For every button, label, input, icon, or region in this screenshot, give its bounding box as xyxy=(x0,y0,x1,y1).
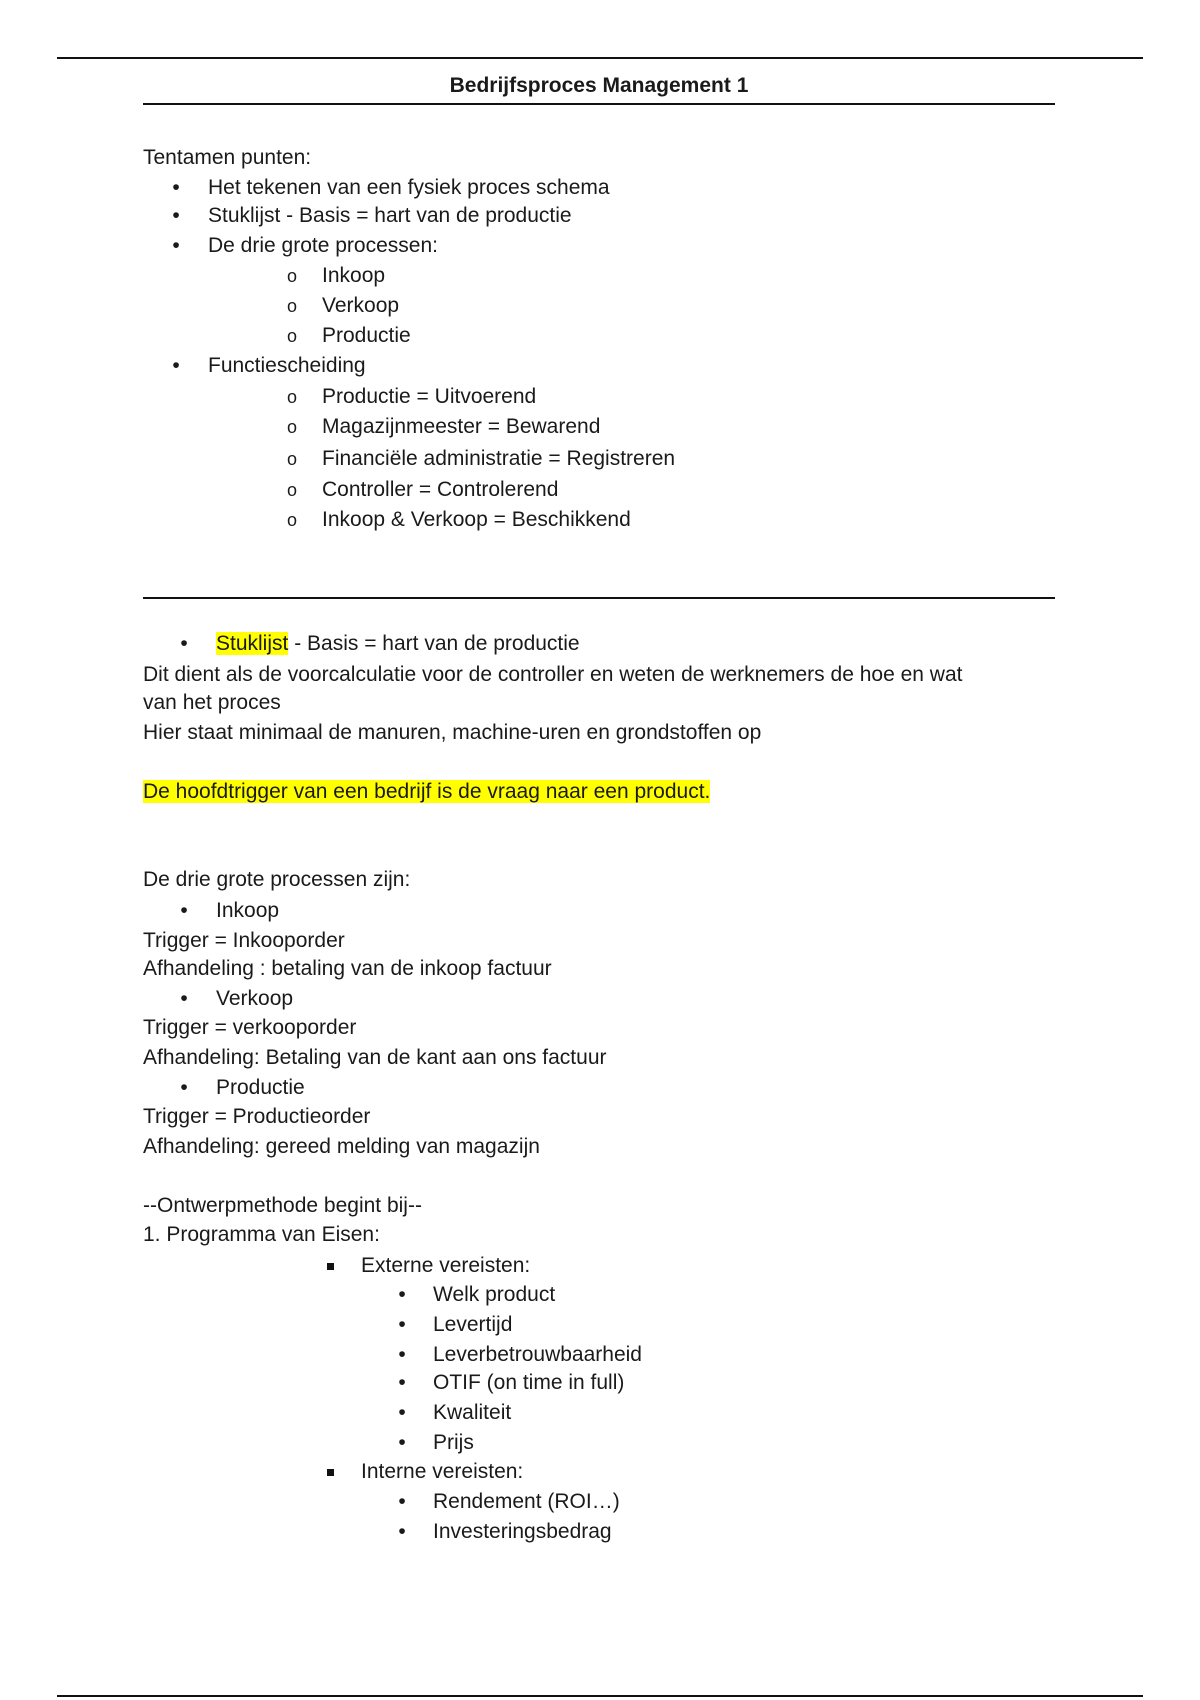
list-item-text: Financiële administratie = Registreren xyxy=(322,447,676,470)
bullet-icon: • xyxy=(398,1431,406,1454)
circle-bullet-icon: o xyxy=(286,510,297,530)
list-item-text: Productie xyxy=(322,324,411,347)
list-item-text: Investeringsbedrag xyxy=(433,1520,612,1543)
list-item-rest: - Basis = hart van de productie xyxy=(288,632,580,655)
highlight-text: De hoofdtrigger van een bedrijf is de vraag naar een product. xyxy=(143,780,711,803)
paragraph-line: Dit dient als de voorcalculatie voor de controller en weten de werknemers de hoe en wat xyxy=(143,663,963,686)
section-divider xyxy=(143,597,1055,599)
bullet-icon: • xyxy=(398,1343,406,1366)
bullet-icon: • xyxy=(180,899,188,922)
list-item-text: Productie = Uitvoerend xyxy=(322,385,537,408)
circle-bullet-icon: o xyxy=(286,326,297,346)
trigger-line: Trigger = Inkooporder xyxy=(143,929,345,952)
page-title: Bedrijfsproces Management 1 xyxy=(449,74,749,97)
list-item-text: Prijs xyxy=(433,1431,474,1454)
trigger-line: Trigger = Productieorder xyxy=(143,1105,371,1128)
design-step: 1. Programma van Eisen: xyxy=(143,1223,380,1246)
circle-bullet-icon: o xyxy=(286,449,297,469)
bullet-icon: • xyxy=(172,234,180,257)
list-item-text: Kwaliteit xyxy=(433,1401,512,1424)
circle-bullet-icon: o xyxy=(286,417,297,437)
list-item-text: Verkoop xyxy=(322,294,400,317)
processes-heading: De drie grote processen zijn: xyxy=(143,868,411,891)
bullet-icon: • xyxy=(398,1313,406,1336)
list-item-text: Externe vereisten: xyxy=(361,1254,531,1277)
list-item-text: Inkoop & Verkoop = Beschikkend xyxy=(322,508,631,531)
design-intro: --Ontwerpmethode begint bij-- xyxy=(143,1194,422,1217)
list-item-text: Magazijnmeester = Bewarend xyxy=(322,415,601,438)
list-item-text: Productie xyxy=(216,1076,305,1099)
list-item-text: Inkoop xyxy=(322,264,386,287)
intro-heading: Tentamen punten: xyxy=(143,146,312,169)
afhandeling-line: Afhandeling: gereed melding van magazijn xyxy=(143,1135,540,1158)
square-bullet-icon xyxy=(318,1252,342,1280)
list-item-text: Stuklijst - Basis = hart van de productie xyxy=(208,204,572,227)
list-item-text: Inkoop xyxy=(216,899,280,922)
top-rule xyxy=(57,57,1143,59)
bullet-icon: • xyxy=(180,632,188,655)
paragraph-line: Hier staat minimaal de manuren, machine-uren en grondstoffen op xyxy=(143,721,762,744)
list-item-text: Levertijd xyxy=(433,1313,513,1336)
title-underline xyxy=(143,103,1055,105)
list-item-text: Rendement (ROI…) xyxy=(433,1490,620,1513)
list-item-text: Het tekenen van een fysiek proces schema xyxy=(208,176,610,199)
list-item-text: Verkoop xyxy=(216,987,294,1010)
circle-bullet-icon: o xyxy=(286,266,297,286)
highlighted-note xyxy=(143,778,710,806)
list-item-text xyxy=(216,630,580,658)
bullet-icon: • xyxy=(180,987,188,1010)
bullet-icon: • xyxy=(398,1490,406,1513)
afhandeling-line: Afhandeling : betaling van de inkoop factuur xyxy=(143,957,552,980)
list-item-text: Functiescheiding xyxy=(208,354,366,377)
circle-bullet-icon: o xyxy=(286,387,297,407)
bullet-icon: • xyxy=(398,1401,406,1424)
trigger-line: Trigger = verkooporder xyxy=(143,1016,357,1039)
bullet-icon: • xyxy=(398,1520,406,1543)
bullet-icon: • xyxy=(398,1283,406,1306)
list-item-text: Leverbetrouwbaarheid xyxy=(433,1343,642,1366)
bullet-icon: • xyxy=(180,1076,188,1099)
circle-bullet-icon: o xyxy=(286,480,297,500)
afhandeling-line: Afhandeling: Betaling van de kant aan ons factuur xyxy=(143,1046,607,1069)
bullet-icon: • xyxy=(172,176,180,199)
bullet-icon: • xyxy=(172,354,180,377)
paragraph-line: van het proces xyxy=(143,691,281,714)
bottom-rule xyxy=(57,1695,1143,1697)
circle-bullet-icon: o xyxy=(286,296,297,316)
bullet-icon: • xyxy=(398,1371,406,1394)
bullet-icon: • xyxy=(172,204,180,227)
highlighted-term: Stuklijst xyxy=(216,632,289,655)
list-item-text: OTIF (on time in full) xyxy=(433,1371,625,1394)
list-item-text: Interne vereisten: xyxy=(361,1460,524,1483)
list-item-text: De drie grote processen: xyxy=(208,234,438,257)
list-item-text: Controller = Controlerend xyxy=(322,478,559,501)
list-item-text: Welk product xyxy=(433,1283,556,1306)
square-bullet-icon xyxy=(318,1458,342,1486)
